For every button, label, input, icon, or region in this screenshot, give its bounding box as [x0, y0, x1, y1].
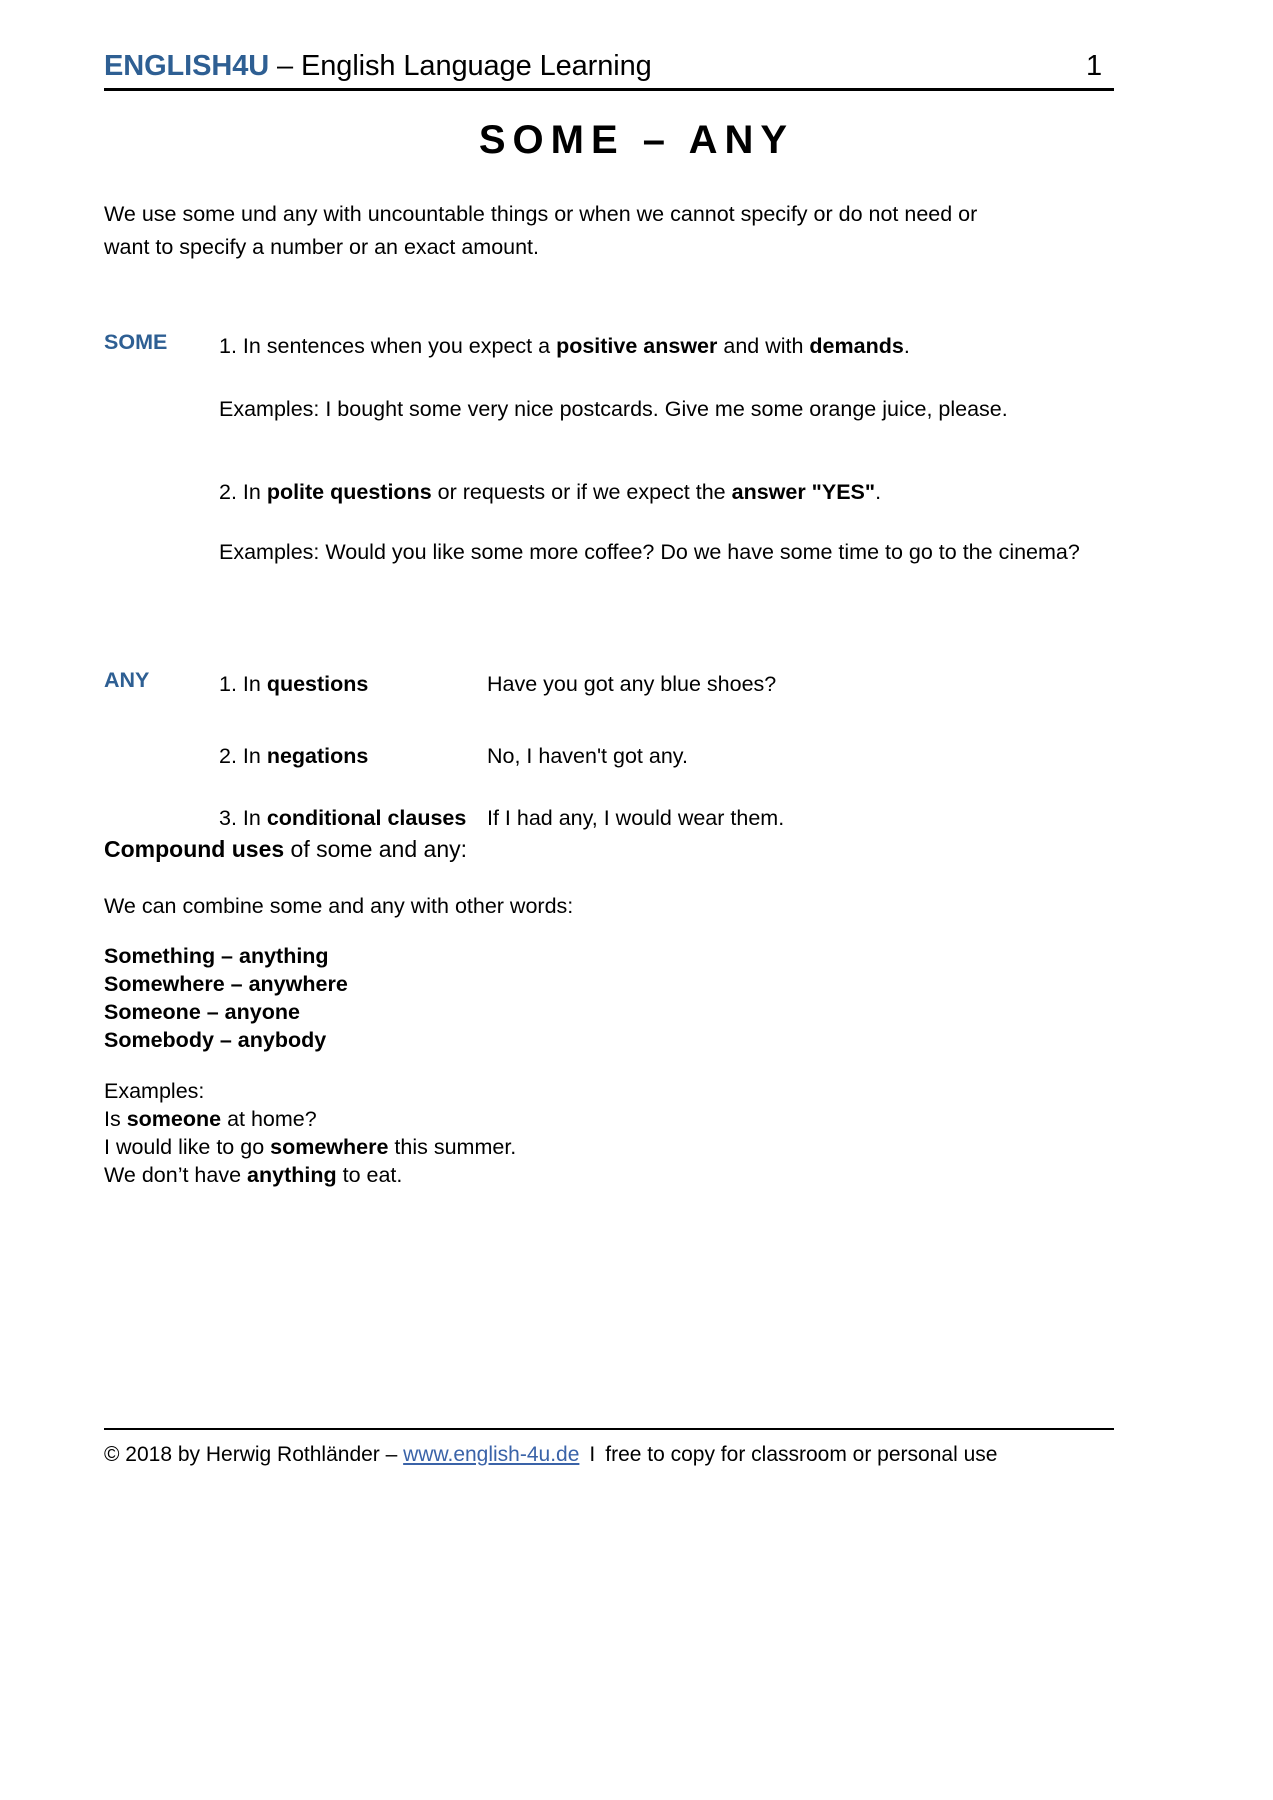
any-rule-2-kind: negations [266, 744, 369, 768]
example-line-3-pre: We don’t have [104, 1162, 248, 1187]
example-line-1-pre: Is [104, 1106, 127, 1131]
page-footer [104, 1428, 1114, 1469]
compound-examples [104, 1078, 516, 1190]
any-row [219, 668, 1034, 700]
footer-separator: I [589, 1443, 596, 1466]
any-section-row-2 [104, 740, 1149, 772]
any-example-1: Have you got any blue shoes? [487, 672, 777, 696]
any-rule-2 [219, 740, 487, 772]
any-example-2: No, I haven't got any. [487, 744, 688, 768]
example-line-2-bold: somewhere [270, 1134, 389, 1159]
any-rule-3 [219, 802, 487, 834]
some-rule-2-row [104, 476, 1149, 508]
any-row [219, 740, 1149, 772]
some-rule-1 [219, 330, 1034, 362]
some-example-1 [104, 393, 1149, 425]
any-rule-3-num: 3. In [219, 806, 267, 830]
some-rule-2-bold-1: polite questions [266, 480, 432, 504]
any-rule-2-num: 2. In [219, 744, 267, 768]
some-section [104, 330, 1034, 362]
any-example-3: If I had any, I would wear them. [487, 806, 785, 830]
brand-tagline: – English Language Learning [269, 50, 652, 82]
compound-intro: We can combine some and any with other words: [104, 894, 574, 918]
list-item: Somebody – anybody [104, 1027, 327, 1052]
any-rule-1-kind: questions [266, 672, 369, 696]
any-label: ANY [104, 668, 150, 692]
some-rule-1-bold-2: demands [809, 334, 904, 358]
any-rule-1-row [104, 668, 1034, 700]
some-rule-2-end: . [875, 480, 882, 504]
compound-examples-label: Examples: [104, 1079, 205, 1103]
any-rule-1 [219, 668, 487, 700]
some-rule-1-bold-1: positive answer [556, 334, 718, 358]
some-rule-1-row [104, 330, 1034, 362]
compound-heading-bold: Compound uses [104, 836, 285, 862]
some-rule-2-mid: or requests or if we expect the [431, 480, 732, 504]
list-item [104, 1162, 516, 1190]
compound-heading-rest: of some and any: [284, 836, 468, 862]
some-example-1-text: Examples: I bought some very nice postcards. Give me some orange juice, please. [219, 397, 1008, 421]
any-rule-1-num: 1. In [219, 672, 267, 696]
any-row [219, 802, 1149, 834]
license-text: free to copy for classroom or personal use [605, 1443, 998, 1466]
list-item: Something – anything [104, 944, 329, 968]
any-rule-3-kind: conditional clauses [266, 806, 467, 830]
intro-paragraph: We use some und any with uncountable things or when we cannot specify or do not need or want to specify a number or an exact amount. [104, 202, 978, 259]
copyright-text: © 2018 by Herwig Rothländer – [104, 1443, 404, 1466]
list-item [104, 1106, 516, 1134]
page-number: 1 [1085, 50, 1102, 82]
example-line-3-bold: anything [247, 1162, 337, 1187]
page-header [104, 48, 1114, 91]
some-rule-1-mid: and with [717, 334, 810, 358]
website-link[interactable]: www.english-4u.de [403, 1443, 580, 1466]
page-title: SOME – ANY [478, 118, 795, 162]
footer-divider [104, 1428, 1114, 1430]
header-row [104, 48, 1114, 84]
any-section-row-3 [104, 802, 1149, 834]
some-example-2-text: Examples: Would you like some more coffee? Do we have some time to go to the cinema? [219, 540, 1080, 564]
list-item: Someone – anyone [104, 999, 300, 1024]
example-line-2-post: this summer. [388, 1134, 517, 1159]
some-rule-1-pre: 1. In sentences when you expect a [219, 334, 557, 358]
example-line-2-pre: I would like to go [104, 1134, 271, 1159]
brand-name: ENGLISH4U [104, 50, 270, 82]
some-rule-2-pre: 2. In [219, 480, 267, 504]
some-rule-2 [219, 476, 1149, 508]
example-line-3-post: to eat. [336, 1162, 403, 1187]
footer-text [104, 1440, 1114, 1469]
any-section-row-1 [104, 668, 1034, 700]
some-example-2 [104, 536, 1099, 568]
some-rule-2-bold-2: answer "YES" [731, 480, 876, 504]
compound-pair-list [104, 943, 348, 1055]
compound-heading [104, 833, 467, 865]
example-line-1-post: at home? [221, 1106, 317, 1131]
some-label: SOME [104, 330, 168, 354]
header-divider [104, 88, 1114, 91]
list-item: Somewhere – anywhere [104, 971, 348, 996]
list-item [104, 1134, 516, 1162]
some-rule-1-end: . [903, 334, 910, 358]
site-branding [104, 48, 652, 84]
example-line-1-bold: someone [126, 1106, 222, 1131]
